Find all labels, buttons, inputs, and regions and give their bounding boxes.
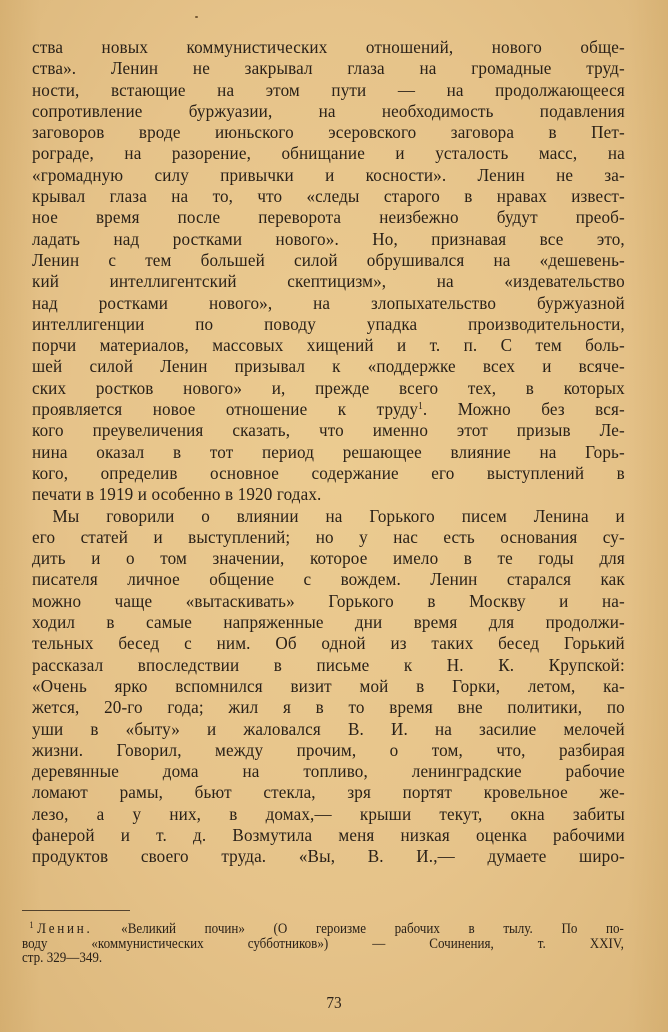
text-line: фанерой и т. д. Возмутила меня низкая оценка рабочими	[32, 824, 625, 845]
text-line: рограде, на разорение, обнищание и усталость масс, на	[32, 143, 625, 164]
text-line: шей силой Ленин призывал к «поддержке всех и всяче-	[32, 356, 625, 377]
text-line: интеллигенции по поводу упадка производительности,	[32, 313, 625, 334]
text-line: кого преувеличения сказать, что именно этот призыв Ле-	[32, 420, 625, 441]
text-line: жется, 20-го года; жил я в то время вне политики, по	[32, 697, 625, 718]
footnote-divider	[22, 910, 130, 911]
page-number: 73	[326, 993, 342, 1012]
text-segment: проявляется новое отношение к труду	[32, 399, 419, 420]
text-line: ства новых коммунистических отношений, нового обще-	[32, 37, 625, 57]
text-line: ное время после переворота неизбежно будут преоб-	[32, 207, 625, 228]
text-line: заговоров вроде июньского эсеровского заговора в Пет-	[32, 122, 625, 143]
footnote	[22, 922, 625, 966]
text-line: ности, встающие на этом пути — на продолжающееся	[32, 79, 625, 100]
text-segment: . Можно без вся-	[422, 399, 625, 420]
text-line: дить и о том значении, которое имело в те годы для	[32, 548, 625, 569]
text-line: можно чаще «вытаскивать» Горького в Москву и на-	[32, 590, 625, 611]
text-line: писателя личное общение с вождем. Ленин старался как	[32, 569, 625, 590]
footnote-marker: 1	[29, 920, 34, 930]
text-line: ских ростков нового» и, прежде всего тех, в которых	[32, 377, 625, 398]
footnote-line	[22, 922, 624, 937]
text-line: деревянные дома на топливо, ленинградские рабочие	[32, 761, 625, 782]
text-line: Ленин с тем большей силой обрушивался на «дешевень-	[32, 249, 625, 270]
footnote-reference[interactable]: 1	[418, 401, 423, 413]
body-text	[32, 37, 625, 868]
text-line: сопротивление буржуазии, на необходимость подавления	[32, 100, 625, 121]
text-line: «Очень ярко вспомнился визит мой в Горки, летом, ка-	[32, 675, 625, 696]
text-line: жизни. Говорил, между прочим, о том, что, разбирая	[32, 739, 625, 760]
footnote-author: Ленин.	[37, 921, 93, 937]
text-line: лезо, а у них, в домах,— крыши текут, окна забиты	[32, 803, 625, 824]
text-line: крывал глаза на то, что «следы старого в нравах извест-	[32, 186, 625, 207]
ink-speck	[195, 16, 198, 18]
text-line: тельных бесед с ним. Об одной из таких бесед Горький	[32, 633, 625, 654]
text-line: «громадную силу привычки и косности». Ленин не за-	[32, 164, 625, 185]
text-line: уши в «быту» и жаловался В. И. на засилие мелочей	[32, 718, 625, 739]
footnote-line: стр. 329—349.	[22, 950, 103, 967]
text-line: ладать над ростками нового». Но, признавая все это,	[32, 228, 625, 249]
text-line: ходил в самые напряженные дни время для продолжи-	[32, 612, 625, 633]
text-line-with-footnote-ref	[32, 399, 625, 420]
text-line: печати в 1919 и особенно в 1920 годах.	[32, 484, 322, 505]
text-line: продуктов своего труда. «Вы, В. И.,— думаете широ-	[32, 846, 625, 867]
text-line: его статей и выступлений; но у нас есть основания су-	[32, 526, 625, 547]
text-line: ства». Ленин не закрывал глаза на громадные труд-	[32, 58, 625, 79]
paragraph-start-line: Мы говорили о влиянии на Горького писем Ленина и	[52, 505, 625, 526]
footnote-line: воду «коммунистических субботников») — Сочинения, т. XXIV,	[22, 935, 624, 952]
text-line: ломают рамы, бьют стекла, зря портят кровельное же-	[32, 782, 625, 803]
text-line: кого, определив основное содержание его выступлений в	[32, 462, 625, 483]
footnote-text: «Великий почин» (О героизме рабочих в тылу. По по-	[92, 921, 624, 937]
text-line: кий интеллигентский скептицизм», на «издевательство	[32, 271, 625, 292]
text-line: над ростками нового», на злопыхательство буржуазной	[32, 292, 625, 313]
text-line: порчи материалов, массовых хищений и т. п. С тем боль-	[32, 335, 625, 356]
text-line: нина оказал в тот период решающее влияние на Горь-	[32, 441, 625, 462]
text-line: рассказал впоследствии в письме к Н. К. Крупской:	[32, 654, 625, 675]
